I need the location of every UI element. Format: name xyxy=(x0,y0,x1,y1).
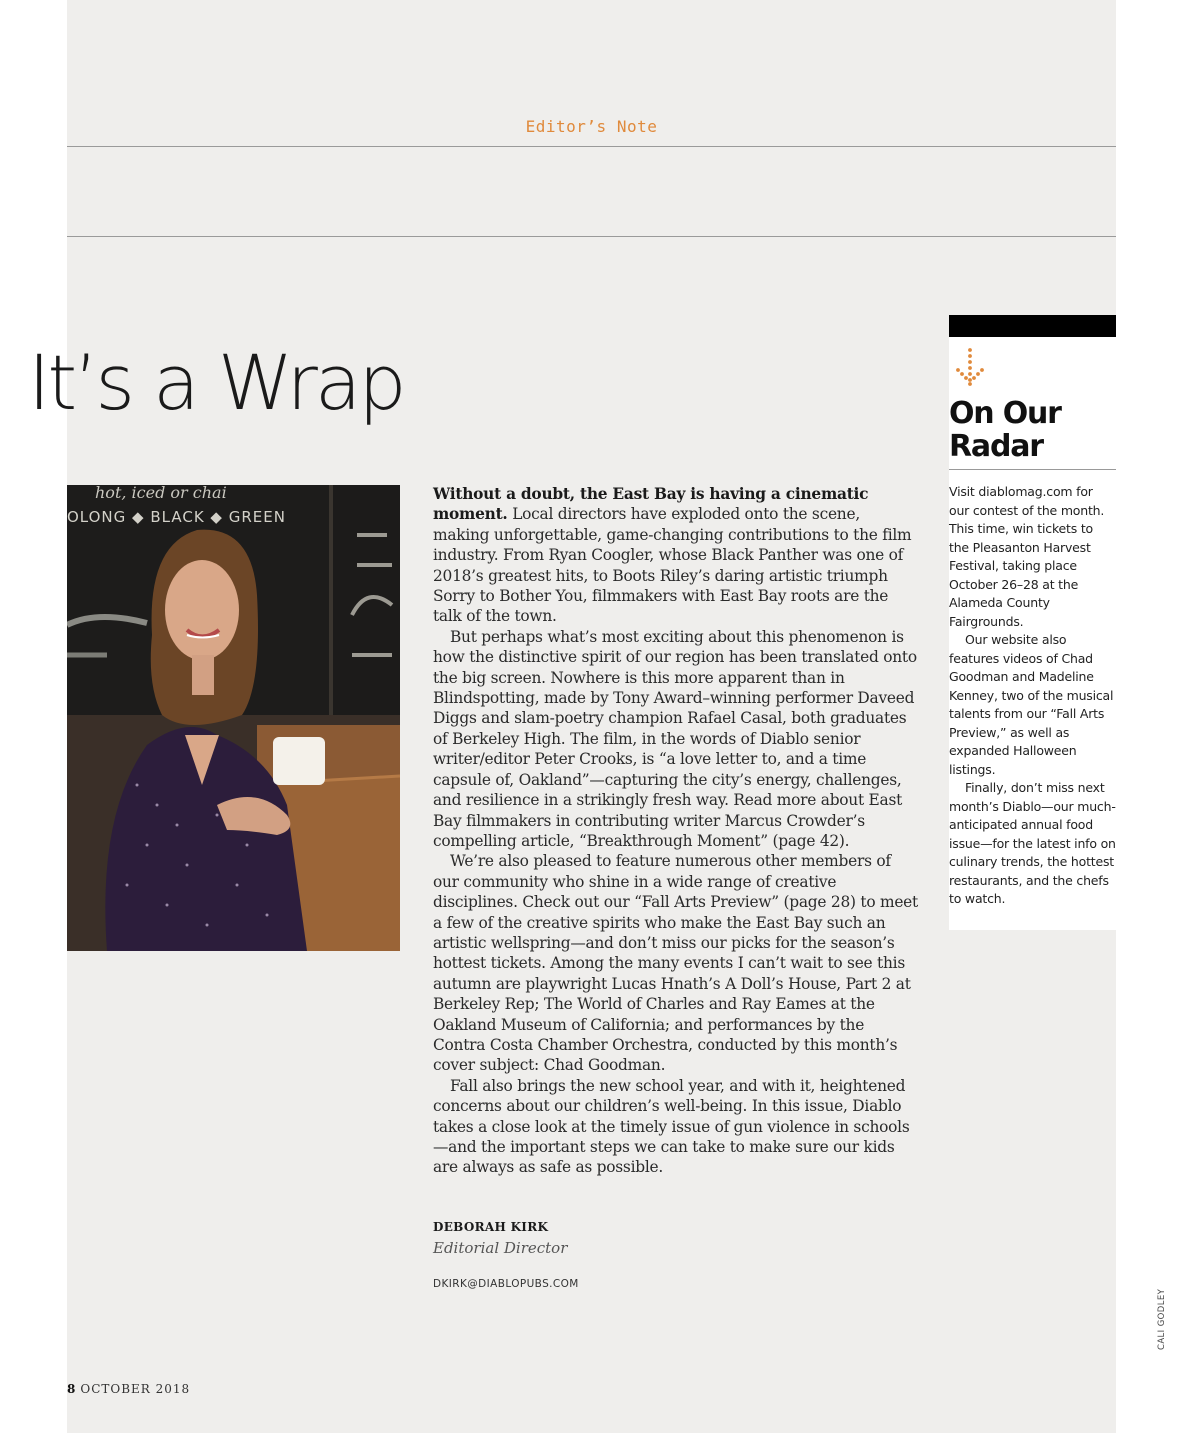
article-paragraph: We’re also pleased to feature numerous other members of our community who shine in a wide range of creative disciplines. Check out our “Fall Arts Preview” (page 28) to meet a few of the creative spirits who make the East Bay such an artistic wellspring—and don’t miss our picks for the season’s hottest tickets. Among the many events I can’t wait to see this autumn are playwright Lucas Hnath’s A Doll’s House, Part 2 at Berkeley Rep; The World of Charles and Ray Eames at the Oakland Museum of California; and performances by the Contra Costa Chamber Orchestra, conducted by this month’s cover subject: Chad Goodman. xyxy=(433,852,918,1075)
chalkboard-text: hot, iced or chai xyxy=(95,485,227,502)
sidebar-title: On Our Radar xyxy=(949,396,1061,464)
sidebar-paragraph: Visit diablomag.com for our contest of the month. This time, win tickets to the Pleasanton Harvest Festival, taking place October 26–28 at the Alameda County Fairgrounds. xyxy=(949,484,1105,629)
editor-photo xyxy=(67,485,400,951)
article-paragraph: But perhaps what’s most exciting about this phenomenon is how the distinctive spirit of our region has been translated onto the big screen. Nowhere is this more apparent than in Blindspotting, made by Tony Award–winning performer Daveed Diggs and slam-poetry champion Rafael Casal, both graduates of Berkeley High. The film, in the words of Diablo senior writer/editor Peter Crooks, is “a love letter to, and a time capsule of, Oakland”—capturing the city’s energy, challenges, and resilience in a strikingly fresh way. Read more about East Bay filmmakers in contributing writer Marcus Crowder’s compelling article, “Breakthrough Moment” (page 42). xyxy=(433,627,917,850)
article-text: Local directors have exploded onto the scene, making unforgettable, game-changing contributions to the film industry. From Ryan Coogler, whose Black Panther was one of 2018’s greatest hits, to Boots Riley’s daring artistic triumph Sorry to Bother You, filmmakers with East Bay roots are the talk of the town. xyxy=(433,505,912,626)
sidebar-body xyxy=(949,483,1116,909)
issue-date: OCTOBER 2018 xyxy=(80,1382,191,1396)
header-rule-bottom xyxy=(67,236,1116,237)
sidebar-paragraph: Finally, don’t miss next month’s Diablo—our much-anticipated annual food issue—for the latest info on culinary trends, the hottest restaurants, and the chefs to watch. xyxy=(949,780,1116,906)
headline: It’s a Wrap xyxy=(28,345,404,427)
sidebar-rule xyxy=(949,469,1116,470)
article-paragraph xyxy=(433,484,918,627)
signature-title: Editorial Director xyxy=(433,1239,568,1257)
chalkboard-text: OLONG ◆ BLACK ◆ GREEN xyxy=(67,508,286,526)
arrow-down-icon xyxy=(953,347,987,393)
sidebar-on-our-radar xyxy=(949,315,1116,930)
section-label: Editor’s Note xyxy=(525,117,658,136)
header-rule-top xyxy=(67,146,1116,147)
page-number: 8 xyxy=(67,1382,77,1396)
sidebar-top-bar xyxy=(949,315,1116,337)
article-body xyxy=(433,484,918,1178)
photo-credit: CALI GODLEY xyxy=(1157,1288,1167,1350)
article-lead: Without a doubt, the East Bay is having a cinematic moment. xyxy=(433,485,869,524)
sidebar-paragraph: Our website also features videos of Chad Goodman and Madeline Kenney, two of the musical talents from our “Fall Arts Preview,” as well as expanded Halloween listings. xyxy=(949,632,1114,777)
signature-email[interactable]: DKIRK@DIABLOPUBS.COM xyxy=(433,1278,579,1290)
folio xyxy=(67,1382,190,1396)
signature-name: DEBORAH KIRK xyxy=(433,1220,549,1234)
article-paragraph: Fall also brings the new school year, and with it, heightened concerns about our children’s well-being. In this issue, Diablo takes a close look at the timely issue of gun violence in schools—and the important steps we can take to make sure our kids are always as safe as possible. xyxy=(433,1076,910,1177)
